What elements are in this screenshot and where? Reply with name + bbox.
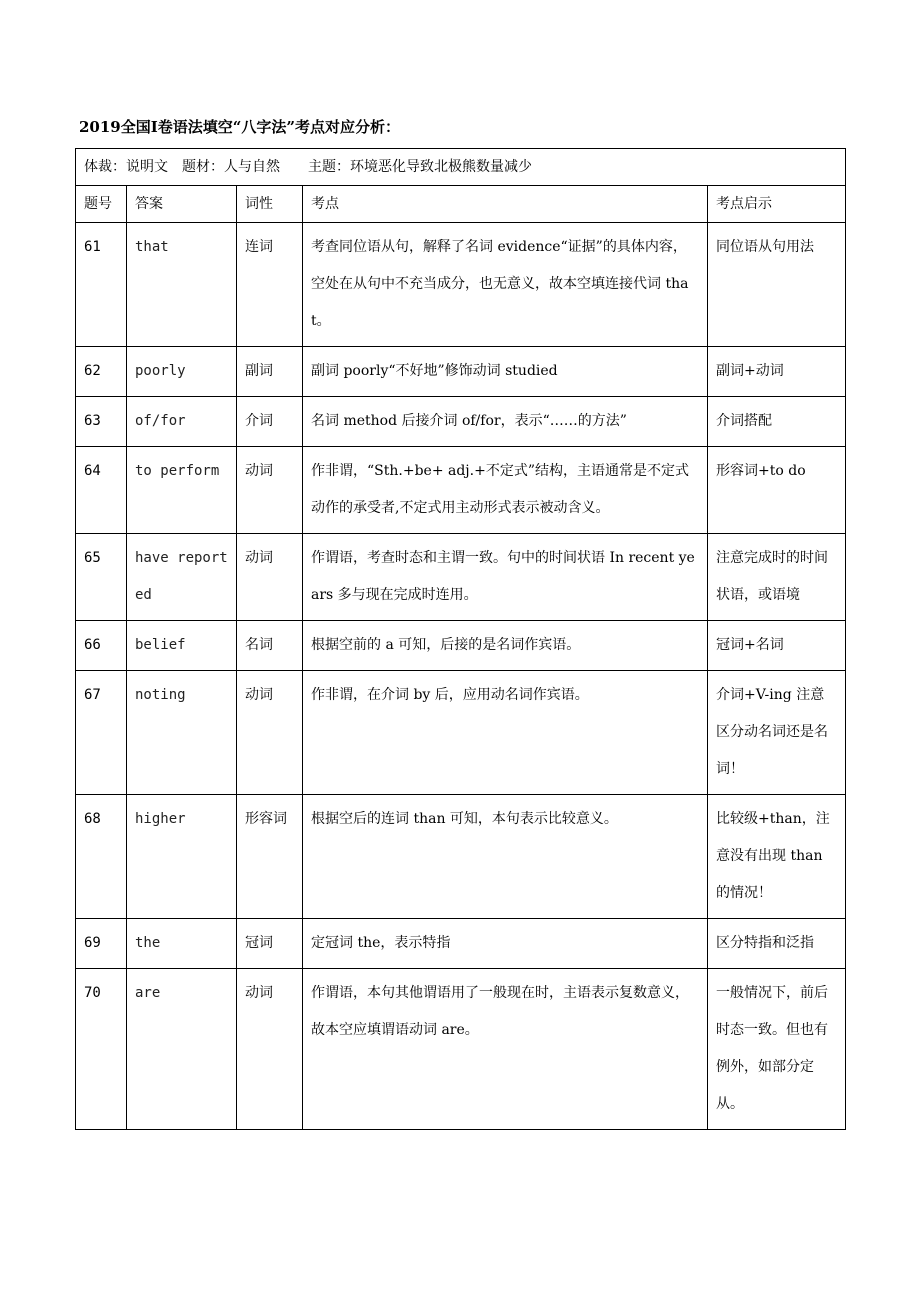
cell-pos: 动词 <box>237 447 303 534</box>
cell-hint: 同位语从句用法 <box>708 223 846 347</box>
cell-num: 69 <box>76 919 127 969</box>
table-row <box>76 919 846 969</box>
info-row <box>76 149 846 186</box>
cell-pos: 动词 <box>237 969 303 1130</box>
rows-body <box>76 223 846 1130</box>
table-row <box>76 969 846 1130</box>
analysis-table <box>75 148 846 1130</box>
header-point: 考点 <box>303 186 708 223</box>
cell-num: 70 <box>76 969 127 1130</box>
table-row <box>76 795 846 919</box>
cell-answer: poorly <box>127 347 237 397</box>
cell-num: 66 <box>76 621 127 671</box>
header-answer: 答案 <box>127 186 237 223</box>
cell-num: 63 <box>76 397 127 447</box>
cell-pos: 介词 <box>237 397 303 447</box>
cell-num: 62 <box>76 347 127 397</box>
cell-num: 64 <box>76 447 127 534</box>
cell-point: 根据空后的连词 than 可知，本句表示比较意义。 <box>303 795 708 919</box>
cell-hint: 冠词+名词 <box>708 621 846 671</box>
cell-hint: 一般情况下，前后时态一致。但也有例外，如部分定从。 <box>708 969 846 1130</box>
cell-answer: of/for <box>127 397 237 447</box>
cell-num: 61 <box>76 223 127 347</box>
cell-point: 名词 method 后接介词 of/for，表示“……的方法” <box>303 397 708 447</box>
header-hint: 考点启示 <box>708 186 846 223</box>
cell-hint: 比较级+than，注意没有出现 than 的情况！ <box>708 795 846 919</box>
table-row <box>76 534 846 621</box>
cell-hint: 形容词+to do <box>708 447 846 534</box>
cell-point: 作谓语，考查时态和主谓一致。句中的时间状语 In recent years 多与现在完成时连用。 <box>303 534 708 621</box>
cell-hint: 介词搭配 <box>708 397 846 447</box>
cell-answer: that <box>127 223 237 347</box>
cell-answer: have reported <box>127 534 237 621</box>
cell-point: 作非谓，在介词 by 后，应用动名词作宾语。 <box>303 671 708 795</box>
cell-point: 副词 poorly“不好地”修饰动词 studied <box>303 347 708 397</box>
table-row <box>76 621 846 671</box>
cell-answer: noting <box>127 671 237 795</box>
topic-value: 人与自然 <box>224 159 280 175</box>
cell-hint: 介词+V-ing 注意区分动名词还是名词！ <box>708 671 846 795</box>
cell-pos: 连词 <box>237 223 303 347</box>
cell-num: 65 <box>76 534 127 621</box>
header-row <box>76 186 846 223</box>
header-pos: 词性 <box>237 186 303 223</box>
theme-value: 环境恶化导致北极熊数量减少 <box>350 159 532 175</box>
cell-pos: 名词 <box>237 621 303 671</box>
table-row <box>76 671 846 795</box>
cell-pos: 副词 <box>237 347 303 397</box>
table-row <box>76 347 846 397</box>
cell-point: 作谓语，本句其他谓语用了一般现在时，主语表示复数意义，故本空应填谓语动词 are。 <box>303 969 708 1130</box>
header-num: 题号 <box>76 186 127 223</box>
genre-value: 说明文 <box>126 159 168 175</box>
table-row <box>76 397 846 447</box>
cell-point: 考查同位语从句，解释了名词 evidence“证据”的具体内容，空处在从句中不充当成分，也无意义，故本空填连接代词 that。 <box>303 223 708 347</box>
cell-hint: 副词+动词 <box>708 347 846 397</box>
cell-point: 根据空前的 a 可知，后接的是名词作宾语。 <box>303 621 708 671</box>
cell-point: 定冠词 the，表示特指 <box>303 919 708 969</box>
cell-pos: 形容词 <box>237 795 303 919</box>
cell-num: 67 <box>76 671 127 795</box>
cell-answer: to perform <box>127 447 237 534</box>
cell-answer: belief <box>127 621 237 671</box>
table-row <box>76 223 846 347</box>
cell-num: 68 <box>76 795 127 919</box>
info-cell <box>76 149 846 186</box>
cell-pos: 动词 <box>237 671 303 795</box>
cell-pos: 动词 <box>237 534 303 621</box>
theme-label: 主题： <box>308 159 350 175</box>
cell-answer: are <box>127 969 237 1130</box>
topic-label: 题材： <box>182 159 224 175</box>
cell-answer: higher <box>127 795 237 919</box>
cell-hint: 区分特指和泛指 <box>708 919 846 969</box>
cell-answer: the <box>127 919 237 969</box>
cell-pos: 冠词 <box>237 919 303 969</box>
genre-label: 体裁： <box>84 159 126 175</box>
page-title: 2019全国I卷语法填空“八字法”考点对应分析： <box>79 118 401 136</box>
table-row <box>76 447 846 534</box>
cell-point: 作非谓，“Sth.+be+ adj.+不定式”结构，主语通常是不定式动作的承受者,不定式用主动形式表示被动含义。 <box>303 447 708 534</box>
cell-hint: 注意完成时的时间状语，或语境 <box>708 534 846 621</box>
